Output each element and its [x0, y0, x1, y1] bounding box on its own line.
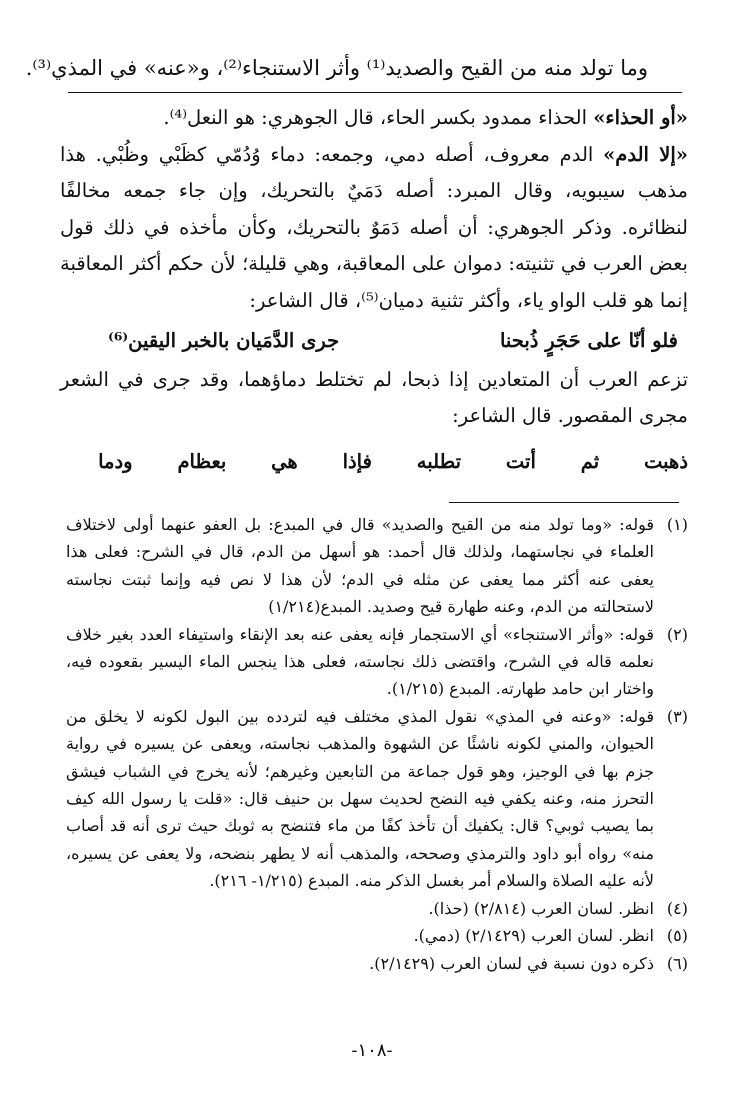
- paragraph-hidhaa-text: الحذاء ممدود بكسر الحاء، قال الجوهري: هو النعل⁽⁴⁾.: [163, 106, 594, 129]
- footnote-4: [66, 895, 688, 922]
- footnote-text: انظر. لسان العرب (٢/٨١٤) (حذا).: [428, 898, 654, 918]
- footnote-5: [66, 922, 688, 949]
- footnote-number: (٦): [666, 953, 688, 973]
- footnote-text: قوله: «وما تولد منه من القيح والصديد» قال في المبدع: بل العفو عنهما أولى لاختلاف العلماء في نجاستهما، ولذلك قال أحمد: هو أسهل من الدم، قال في الشرح: فعلى هذا يعفى عنه أكثر مما يعفى عن مثله في الدم؛ لأن هذا لا نص فيه وإنما ثبتت نجاسته لاستحالته من الدم، وعنه طهارة قيح وصديد. المبدع(١/٢١٤): [66, 515, 654, 617]
- verse-2-word: فإذا: [342, 449, 372, 473]
- footnote-text: ذكره دون نسبة في لسان العرب (٢/١٤٢٩).: [369, 953, 654, 973]
- paragraph-dam: [60, 137, 688, 320]
- verse-2-word: ثم: [580, 449, 600, 473]
- paragraph-hidhaa: [60, 100, 688, 137]
- poetry-verse-1: [60, 320, 688, 362]
- footnote-number: (٤): [666, 898, 688, 918]
- verse-2-word: بعظام: [177, 449, 227, 473]
- footnote-text: قوله: «وعنه في المذي» نقول المذي مختلف فيه لتردده بين البول لكونه لا يخلق من الحيوان، والمني لكونه ناشئًا عن الشهوة والمذهب نجاسته، ويعفى عن يسيره في رواية جزم بها في الوجيز، وهو قول جماعة من التابعين وغيرهم؛ لأنه يخرج في الشباب فيشق التحرز منه، وعنه يكفي فيه النضح لحديث سهل بن حنيف قال: «قلت يا رسول الله كيف بما يصيب ثوبي؟ قال: يكفيك أن تأخذ كفًا من ماء فتنضح به ثوبك حيث ترى أنه قد أصاب منه» رواه أبو داود والترمذي وصححه، والمذهب أنه لا يطهر بنضحه، ولا يعفى عن يسيره، لأنه عليه الصلاة والسلام أمر بغسل الذكر منه. المبدع (١/٢١٥- ٢١٦).: [66, 706, 654, 891]
- poetry-verse-2: [60, 435, 688, 483]
- paragraph-arab-belief: تزعم العرب أن المتعادين إذا ذبحا، لم تختلط دماؤهما، وقد جرى في الشعر مجرى المقصور. قال الشاعر:: [60, 367, 688, 428]
- verse-2-word: هي: [271, 449, 298, 473]
- page-number: -١٠٨-: [351, 1040, 393, 1061]
- footnote-2: [66, 621, 688, 703]
- verse-2-word: أتت: [505, 449, 536, 473]
- page-header-line: وما تولد منه من القيح والصديد⁽¹⁾ وأثر الاستنجاء⁽²⁾، و«عنه» في المذي⁽³⁾.: [25, 56, 648, 80]
- term-dam: «إلا الدم»: [603, 142, 688, 166]
- footnote-1: [66, 511, 688, 621]
- footnote-6: [66, 950, 688, 977]
- footnote-number: (١): [666, 515, 688, 534]
- header-rule: [68, 92, 682, 93]
- footnote-number: (٥): [666, 926, 688, 946]
- verse-1-first-hemistich: فلو أنّا على حَجَرٍ ذُبحنا: [499, 328, 678, 352]
- main-text: [60, 100, 688, 483]
- term-hidhaa: «أو الحذاء»: [593, 106, 688, 129]
- footnote-number: (٣): [666, 706, 688, 726]
- verse-2-word: تطلبه: [416, 449, 462, 473]
- verse-2-word: ذهبت: [644, 449, 688, 473]
- footnote-separator: [449, 502, 679, 503]
- footnotes: [66, 511, 688, 977]
- footnote-3: [66, 703, 688, 895]
- verse-1-second-hemistich: جرى الدَّمَيان بالخبر اليقين⁽⁶⁾: [108, 328, 340, 352]
- footnote-number: (٢): [666, 624, 688, 644]
- paragraph-dam-text: الدم معروف، أصله دمي، وجمعه: دماء وُدُمّي كظَبْي وظُبْي. هذا مذهب سيبويه، وقال المبرد: أصله دَمَيٌ بالتحريك، وإن جاء جمعه مخالفًا لنظائره. وذكر الجوهري: أن أصله دَمَوٌ بالتحريك، وكأن مأخذه في ذلك قول بعض العرب في تثنيته: دموان على المعاقبة، وهي قليلة؛ لأن حكم أكثر المعاقبة إنما هو قلب الواو ياء، وأكثر تثنية دميان⁽⁵⁾، قال الشاعر:: [60, 142, 688, 312]
- footnote-text: قوله: «وأثر الاستنجاء» أي الاستجمار فإنه يعفى عنه بعد الإنقاء واستيفاء العدد بغير خلاف نعلمه قاله في الشرح، واقتضى ذلك نجاسته، فعلى هذا ينجس الماء اليسير بقعوده فيه، واختار ابن حامد طهارته. المبدع (١/٢١٥).: [66, 624, 654, 699]
- footnote-text: انظر. لسان العرب (٢/١٤٢٩) (دمي).: [413, 926, 654, 946]
- verse-2-word: ودما: [98, 449, 133, 473]
